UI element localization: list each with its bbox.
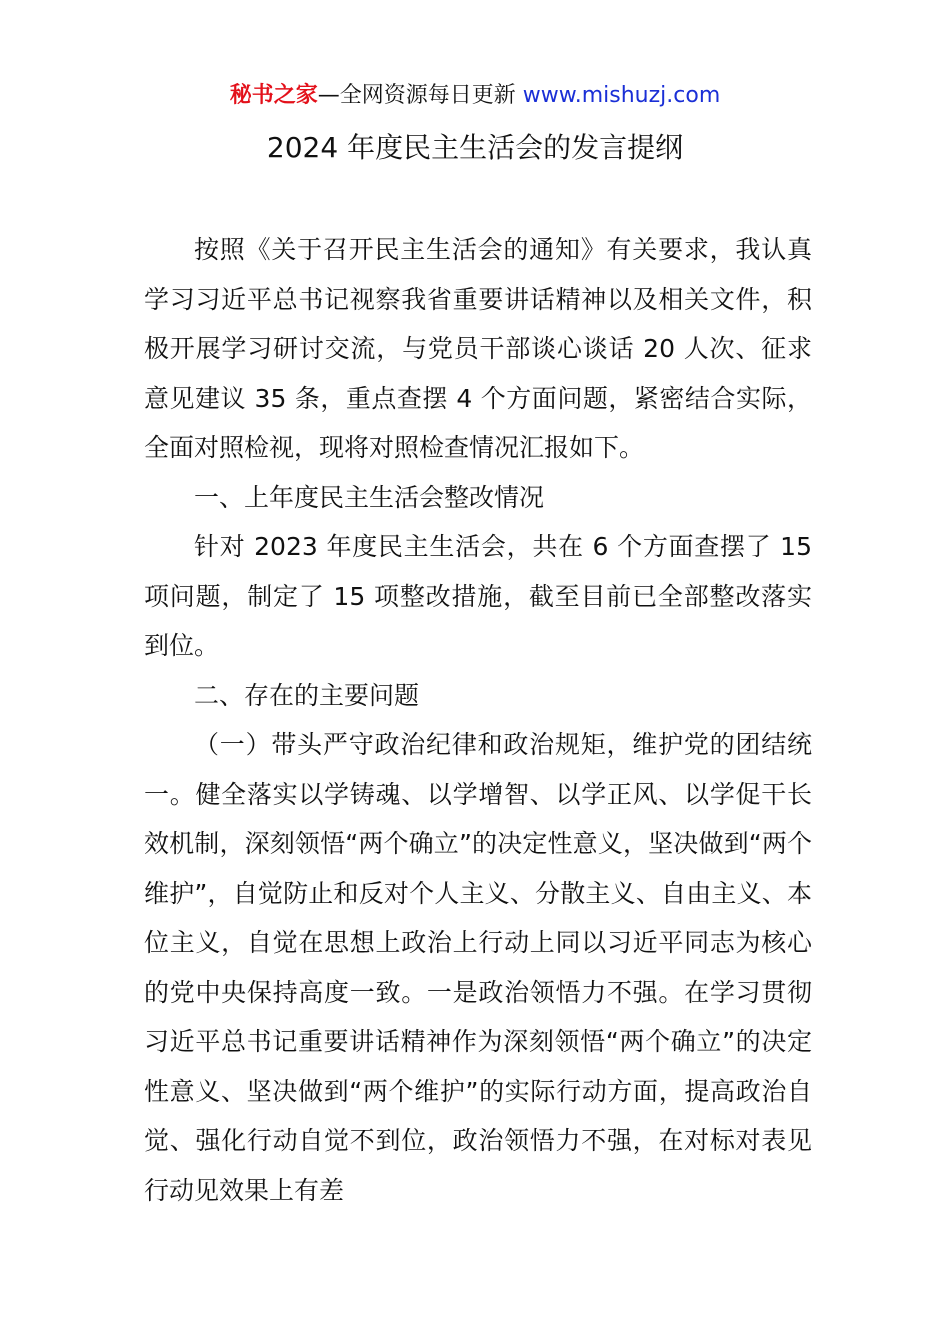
section-heading-2: 二、存在的主要问题 xyxy=(194,680,420,710)
header-tagline: —全网资源每日更新 xyxy=(317,83,516,108)
site-header xyxy=(0,80,950,112)
site-url-link[interactable]: www.mishuzj.com xyxy=(522,83,721,108)
brand-name: 秘书之家 xyxy=(229,83,318,108)
document-title: 2024 年度民主生活会的发言提纲 xyxy=(266,131,684,164)
paragraph-intro: 按照《关于召开民主生活会的通知》有关要求，我认真学习习近平总书记视察我省重要讲话精神以及相关文件，积极开展学习研讨交流，与党员干部谈心谈话 20 人次、征求意见建议 35 条，重点查摆 4 个方面问题，紧密结合实际，全面对照检视，现将对照检查情况汇报如下。 xyxy=(144,235,812,462)
paragraph-rectification: 针对 2023 年度民主生活会，共在 6 个方面查摆了 15 项问题，制定了 15 项整改措施，截至目前已全部整改落实到位。 xyxy=(144,532,812,660)
document-body xyxy=(144,225,812,1215)
paragraph-issue-1: （一）带头严守政治纪律和政治规矩，维护党的团结统一。健全落实以学铸魂、以学增智、以学正风、以学促干长效机制，深刻领悟“两个确立”的决定性意义，坚决做到“两个维护”，自觉防止和反对个人主义、分散主义、自由主义、本位主义，自觉在思想上政治上行动上同以习近平同志为核心的党中央保持高度一致。一是政治领悟力不强。在学习贯彻习近平总书记重要讲话精神作为深刻领悟“两个确立”的决定性意义、坚决做到“两个维护”的实际行动方面，提高政治自觉、强化行动自觉不到位，政治领悟力不强，在对标对表见行动见效果上有差 xyxy=(144,730,812,1205)
section-heading-1: 一、上年度民主生活会整改情况 xyxy=(194,482,545,512)
